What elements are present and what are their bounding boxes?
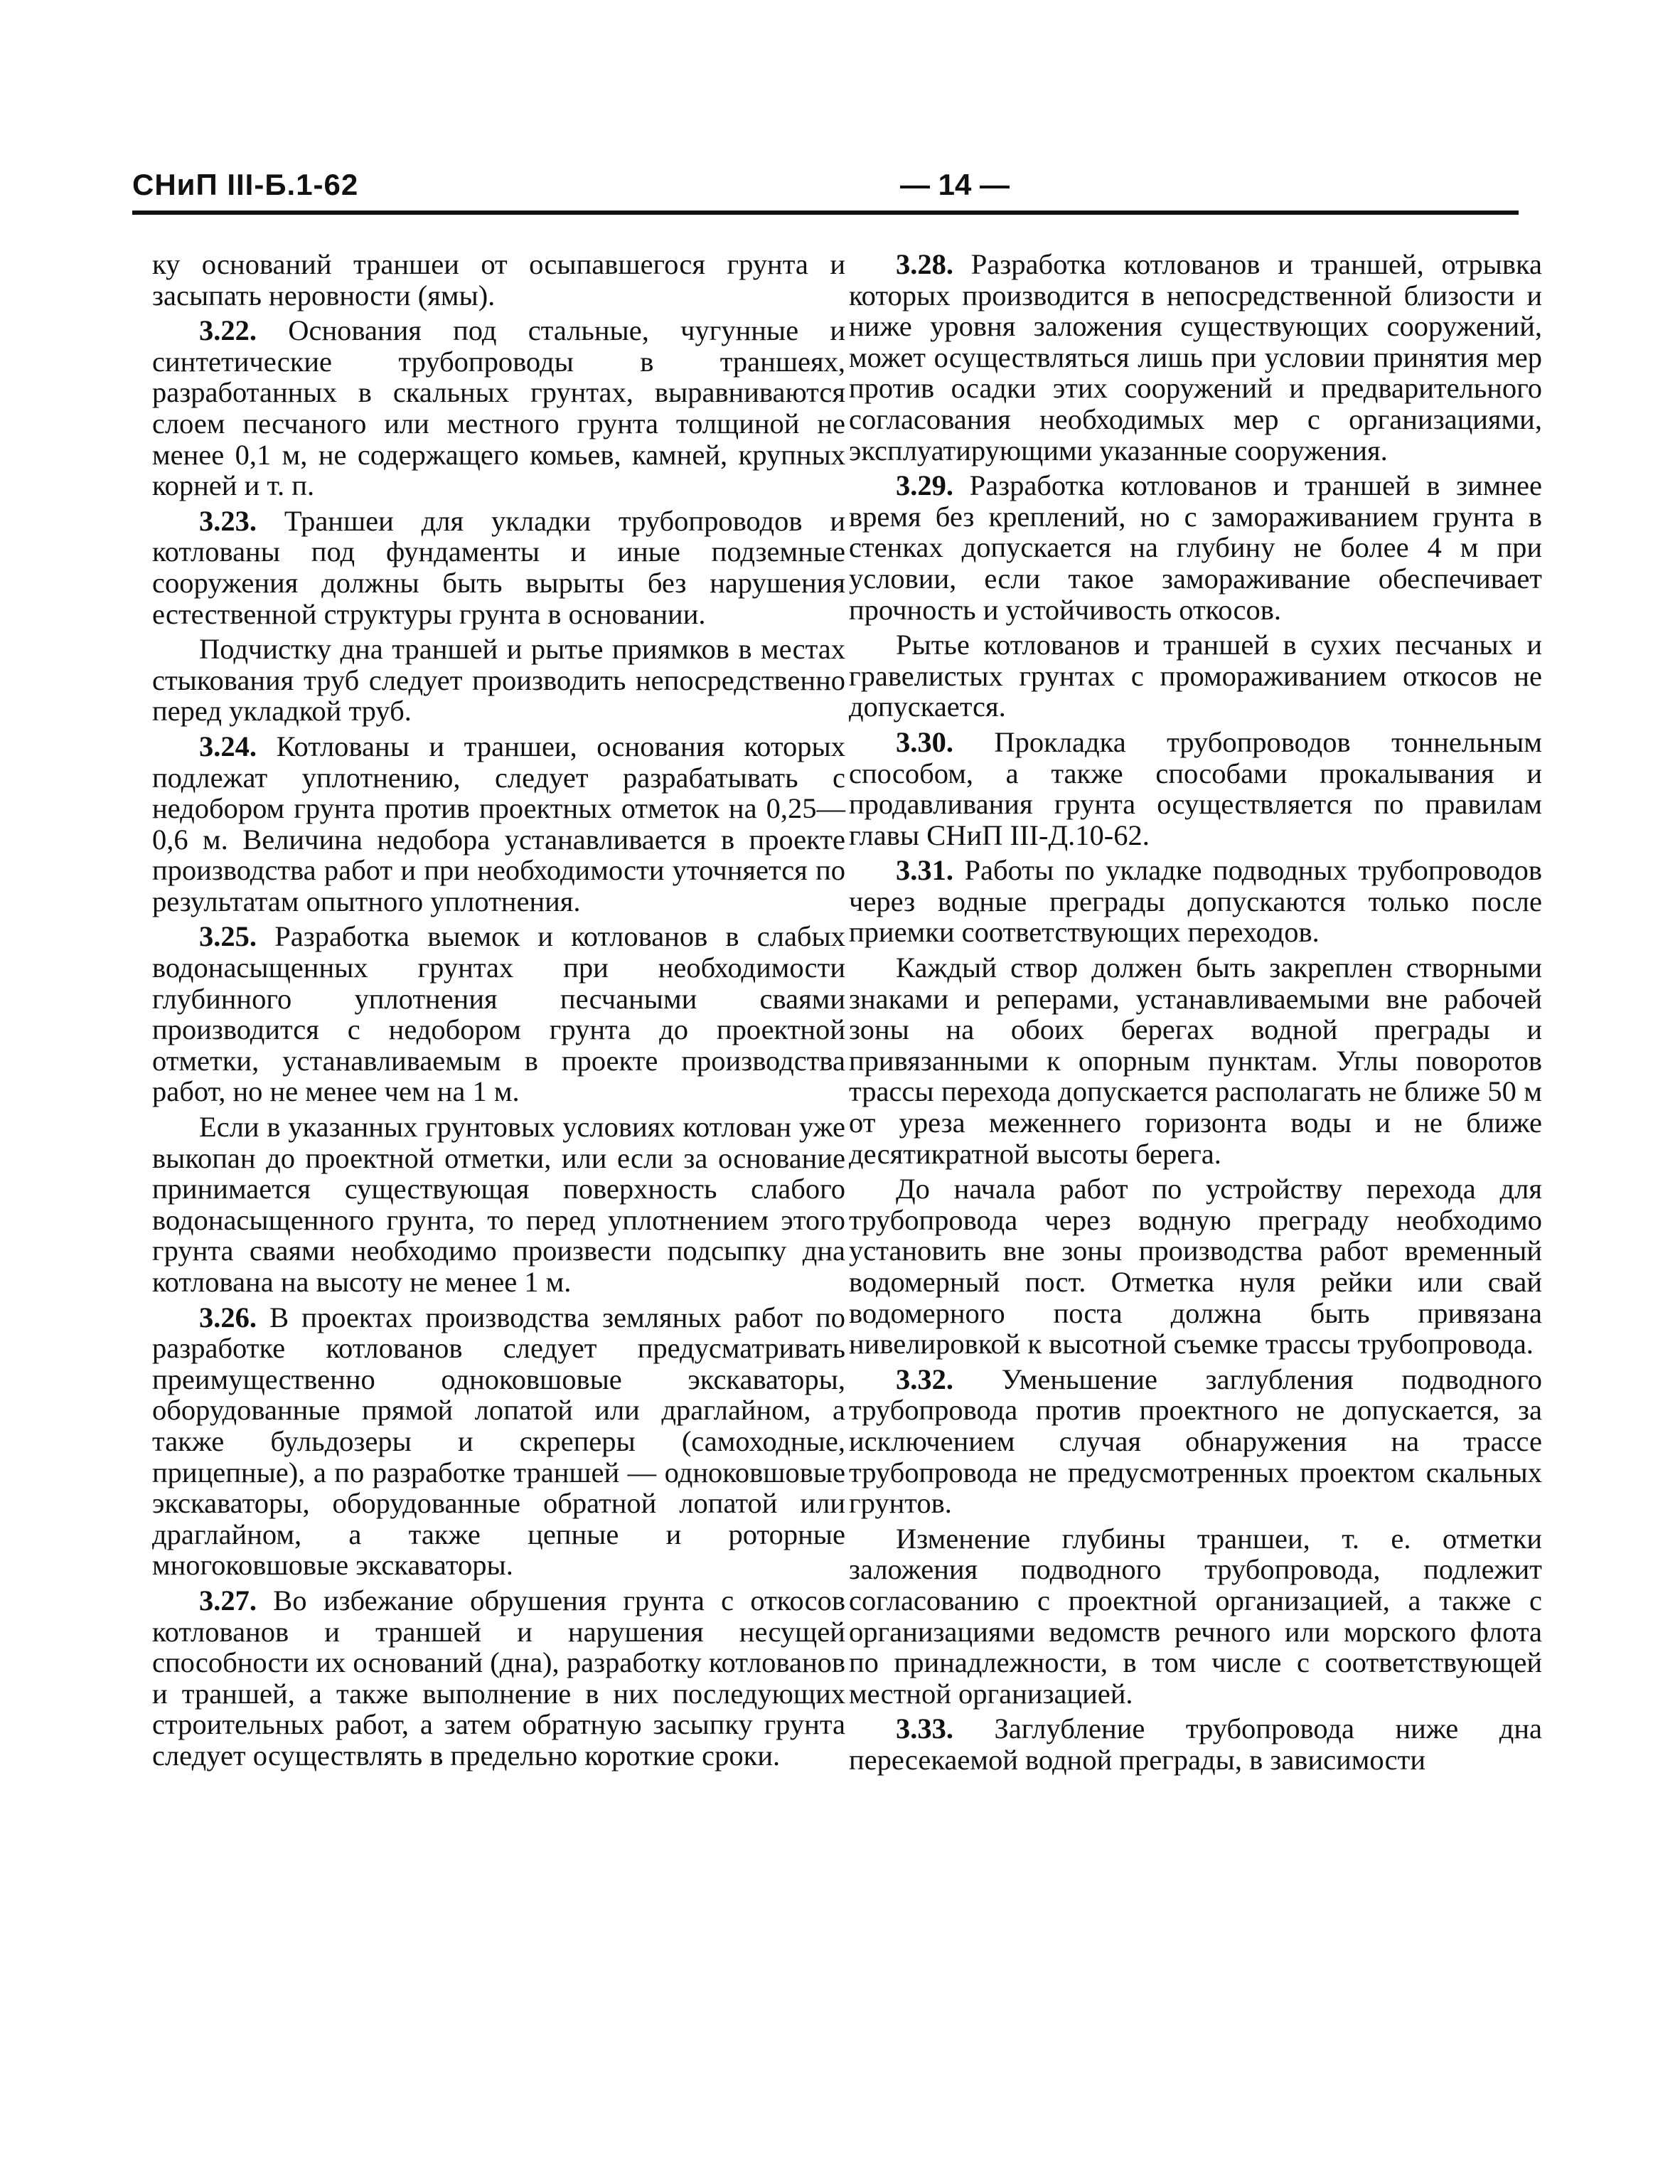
paragraph-text: Если в указанных грунтовых условиях котлован уже выкопан до проектной отметки, или если за основание принимается существующая поверхность слабого водонасыщенного грунта, то перед уплотнением этого грунта сваями необходимо произвести подсыпку дна котлована на высоту не менее 1 м. (152, 1111, 845, 1298)
paragraph (152, 634, 845, 727)
paragraph-text: Во избежание обрушения грунта с откосов котлованов и траншей и нарушения несущей способности их оснований (дна), разработку котлованов и траншей, а также выполнение в них последующих строительных работ, а затем обратную засыпку грунта следует осуществлять в предельно короткие сроки. (152, 1584, 846, 1772)
clause-number: 3.27. (199, 1584, 257, 1616)
paragraph (849, 727, 1542, 851)
paragraph (152, 1112, 845, 1298)
paragraph (849, 1523, 1542, 1710)
clause-number: 3.33. (896, 1712, 953, 1745)
paragraph-text: Траншеи для укладки трубопроводов и котлованы под фундаменты и иные подземные сооружения должны быть вырыты без нарушения естественной структуры грунта в основании. (152, 504, 846, 630)
paragraph (849, 1173, 1542, 1360)
paragraph-text: Каждый створ должен быть закреплен створными знаками и реперами, устанавливаемыми вне рабочей зоны на обоих берегах водной преграды и привязанными к опорным пунктам. Углы поворотов трассы перехода допускается располагать не ближе 50 м от уреза меженнего горизонта воды и не ближе десятикратной высоты берега. (849, 952, 1542, 1170)
paragraph-text: Работы по укладке подводных трубопроводов через водные преграды допускаются только после приемки соответствующих переходов. (849, 854, 1542, 949)
clause-number: 3.22. (199, 314, 257, 347)
clause-number: 3.26. (199, 1301, 257, 1333)
paragraph (849, 1364, 1542, 1519)
paragraph-text: Основания под стальные, чугунные и синтетические трубопроводы в траншеях, разработанных в скальных грунтах, выравниваются слоем песчаного или местного грунта толщиной не менее 0,1 м, не содержащего комьев, камней, крупных корней и т. п. (152, 314, 845, 502)
clause-number: 3.31. (896, 854, 953, 887)
paragraph (152, 731, 845, 917)
paragraph-text: Котлованы и траншеи, основания которых подлежат уплотнению, следует разрабатывать с недобором грунта против проектных отметок на 0,25—0,6 м. Величина недобора устанавливается в проекте производства работ и при необходимости уточняется по результатам опытного уплотнения. (152, 730, 846, 917)
clause-number: 3.25. (199, 920, 257, 953)
paragraph (849, 1713, 1542, 1775)
paragraph (849, 952, 1542, 1169)
clause-number: 3.29. (896, 469, 953, 502)
page-header (132, 168, 1519, 211)
paragraph-text: Заглубление трубопровода ниже дна пересекаемой водной преграды, в зависимости (849, 1712, 1542, 1776)
paragraph-text: До начала работ по устройству перехода для трубопровода через водную преграду необходимо установить вне зоны производства работ временный водомерный пост. Отметка нуля рейки или свай водомерного поста должна быть привязана нивелировкой к высотной съемке трассы трубопровода. (849, 1173, 1542, 1360)
paragraph (849, 855, 1542, 948)
paragraph-text: Подчистку дна траншей и рытье приямков в местах стыкования труб следует производить непосредственно перед укладкой труб. (152, 633, 845, 728)
paragraph (152, 506, 845, 629)
paragraph-text: Прокладка трубопроводов тоннельным способом, а также способами прокалывания и продавливания грунта осуществляется по правилам главы СНиП III-Д.10-62. (849, 725, 1542, 851)
paragraph (849, 249, 1542, 466)
document-code: СНиП III-Б.1-62 (132, 168, 359, 201)
paragraph-text: Разработка котлованов и траншей в зимнее время без креплений, но с замораживанием грунта в стенках допускается на глубину не более 4 м при условии, если такое замораживание обеспечивает прочность и устойчивость откосов. (849, 469, 1542, 626)
paragraph-text: ку оснований траншеи от осыпавшегося грунта и засыпать неровности (ямы). (152, 248, 845, 311)
left-column (152, 249, 845, 1776)
paragraph (152, 315, 845, 501)
paragraph-text: Разработка котлованов и траншей, отрывка которых производится в непосредственной близости и ниже уровня заложения существующих сооружений, может осуществляться лишь при условии принятия мер против осадки этих сооружений и предварительного согласования необходимых мер с организациями, эксплуатирующими указанные сооружения. (849, 248, 1542, 467)
paragraph (152, 1585, 845, 1772)
paragraph (849, 629, 1542, 723)
header-rule (132, 211, 1519, 215)
clause-number: 3.28. (896, 248, 953, 280)
paragraph (152, 921, 845, 1107)
paragraph (152, 249, 845, 311)
paragraph-text: Разработка выемок и котлованов в слабых водонасыщенных грунтах при необходимости глубинного уплотнения песчаными сваями производится с недобором грунта до проектной отметки, устанавливаемым в проекте производства работ, но не менее чем на 1 м. (152, 920, 845, 1108)
paragraph-text: В проектах производства земляных работ по разработке котлованов следует предусматривать преимущественно одноковшовые экскаваторы, оборудованные прямой лопатой или драглайном, а также бульдозеры и скреперы (самоходные, прицепные), а по разработке траншей — одноковшовые экскаваторы, оборудованные обратной лопатой или драглайном, а также цепные и роторные многоковшовые экскаваторы. (152, 1301, 846, 1582)
paragraph (849, 470, 1542, 625)
clause-number: 3.24. (199, 730, 257, 762)
page-number: — 14 — (900, 168, 1010, 201)
clause-number: 3.30. (896, 725, 953, 758)
right-column (849, 249, 1542, 1780)
paragraph (152, 1302, 845, 1581)
clause-number: 3.32. (896, 1363, 953, 1395)
paragraph-text: Уменьшение заглубления подводного трубопровода против проектного не допускается, за исключением случая обнаружения на трассе трубопровода не предусмотренных проектом скальных грунтов. (849, 1363, 1542, 1520)
paragraph-text: Рытье котлованов и траншей в сухих песчаных и гравелистых грунтах с промораживанием откосов не допускается. (849, 629, 1542, 723)
paragraph-text: Изменение глубины траншеи, т. е. отметки заложения подводного трубопровода, подлежит согласованию с проектной организацией, а также с организациями ведомств речного или морского флота по принадлежности, в том числе с соответствующей местной организацией. (849, 1522, 1542, 1710)
clause-number: 3.23. (199, 504, 257, 537)
